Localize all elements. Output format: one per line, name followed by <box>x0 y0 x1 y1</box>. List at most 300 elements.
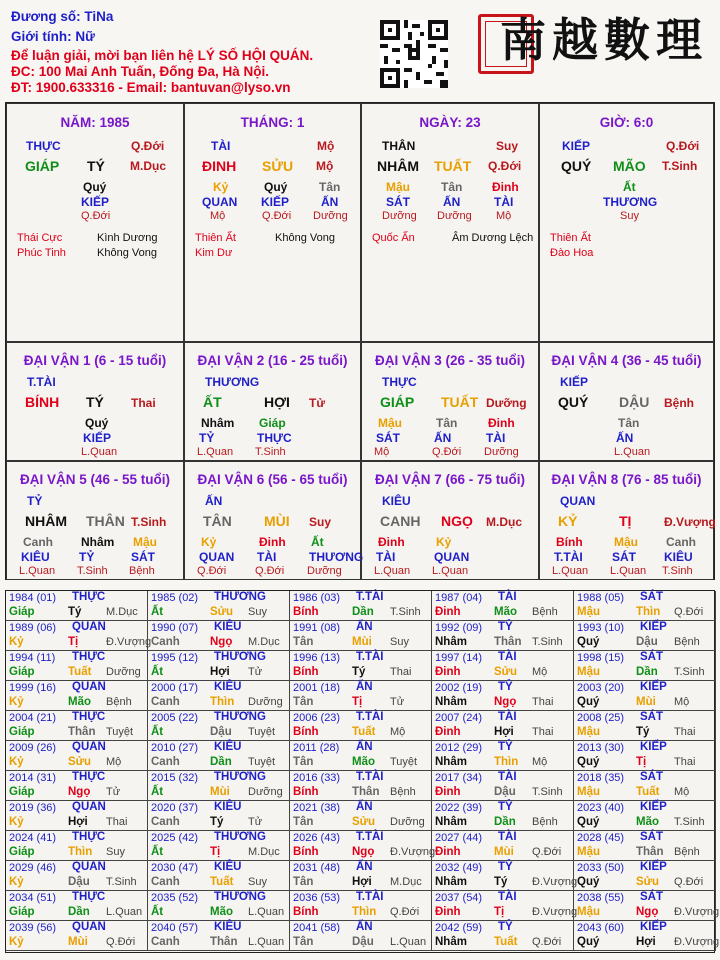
year-phase: T.Sinh <box>390 606 421 618</box>
stem-god: TÀI <box>211 139 231 153</box>
luck-star: M.Dục <box>486 515 522 529</box>
year-cell <box>148 861 290 891</box>
year-label: 1999 (16) <box>9 682 57 694</box>
hidden-stem: Canh <box>23 535 53 549</box>
year-phase: Thai <box>106 816 128 828</box>
year-label: 2034 (51) <box>9 892 57 904</box>
year-stem: Nhâm <box>435 936 467 948</box>
stem-star: Suy <box>496 139 519 153</box>
luck-god: THƯƠNG <box>205 375 260 389</box>
luck-title: ĐẠI VẬN 7 (66 - 75 tuổi) <box>374 472 526 487</box>
luck-branch: TÝ <box>86 394 104 410</box>
hidden-star: Dưỡng <box>382 210 417 222</box>
year-label: 2025 (42) <box>151 832 199 844</box>
year-branch: Tị <box>210 846 221 858</box>
year-label: 2035 (52) <box>151 892 199 904</box>
year-phase: Tuyệt <box>106 726 134 738</box>
heavenly-stem: ĐINH <box>202 158 237 174</box>
year-phase: Đ.Vượng <box>674 906 720 918</box>
year-phase: Tử <box>106 786 121 798</box>
year-branch: Thân <box>636 846 664 858</box>
hidden-star: Dưỡng <box>313 210 348 222</box>
year-branch: Sửu <box>352 816 376 828</box>
year-stem: Mậu <box>577 786 600 798</box>
year-cell <box>574 801 716 831</box>
year-phase: L.Quan <box>106 906 143 918</box>
luck-stem: QUÝ <box>558 394 589 410</box>
year-label: 2007 (24) <box>435 712 483 724</box>
year-label: 1993 (10) <box>577 622 625 634</box>
year-god: KIÊU <box>214 801 242 813</box>
year-stem: Kỷ <box>9 696 24 708</box>
year-stem: Giáp <box>9 666 35 678</box>
year-phase: Đ.Vượng <box>674 936 720 948</box>
year-stem: Canh <box>151 696 180 708</box>
shensha: Không Vong <box>275 232 335 244</box>
hidden-god: ẤN <box>321 195 339 209</box>
hidden-god: TÀI <box>257 550 277 564</box>
year-phase: Tuyệt <box>248 756 276 768</box>
year-phase: Q.Đới <box>390 906 420 918</box>
hidden-star: Dưỡng <box>484 446 519 458</box>
year-phase: Q.Đới <box>532 846 562 858</box>
year-cell <box>432 741 574 771</box>
year-cell <box>6 861 148 891</box>
shensha: Phúc Tinh <box>17 247 66 259</box>
year-phase: Suy <box>390 636 409 648</box>
hidden-star: L.Quan <box>614 446 651 458</box>
year-cell <box>6 921 148 951</box>
hidden-stem: Mậu <box>614 535 638 549</box>
hidden-star: Suy <box>620 210 639 222</box>
hidden-stem: Bính <box>556 535 583 549</box>
year-branch: Mùi <box>636 696 656 708</box>
bazi-chart <box>5 102 715 580</box>
year-stem: Bính <box>293 726 319 738</box>
luck-title: ĐẠI VẬN 5 (46 - 55 tuổi) <box>19 472 171 487</box>
hidden-stem: Nhâm <box>81 535 115 549</box>
hidden-stem: Đinh <box>378 535 405 549</box>
year-label: 2009 (26) <box>9 742 57 754</box>
year-cell <box>290 651 432 681</box>
year-god: ẤN <box>356 621 373 633</box>
year-god: THƯƠNG <box>214 591 266 603</box>
year-god: TỶ <box>498 621 513 633</box>
year-branch: Hợi <box>636 936 656 948</box>
year-cell <box>148 921 290 951</box>
year-phase: T.Sinh <box>106 876 137 888</box>
hidden-stem: Mậu <box>133 535 157 549</box>
luck-branch: THÂN <box>86 513 125 529</box>
luck-pillar <box>361 342 539 461</box>
luck-stem: ẤT <box>203 394 222 410</box>
hidden-stem: Đinh <box>492 180 519 194</box>
hidden-star: Q.Đới <box>255 565 285 577</box>
year-label: 1995 (12) <box>151 652 199 664</box>
year-cell <box>290 801 432 831</box>
year-phase: Thai <box>532 696 554 708</box>
year-god: T.TÀI <box>356 651 384 663</box>
year-god: TÀI <box>498 771 517 783</box>
year-branch: Tị <box>352 696 363 708</box>
shensha: Âm Dương Lệch <box>452 232 534 244</box>
hidden-god: TÀI <box>376 550 396 564</box>
year-phase: Q.Đới <box>674 606 704 618</box>
year-branch: Mão <box>210 906 233 918</box>
year-god: KIÊU <box>214 621 242 633</box>
luck-star: Đ.Vượng <box>664 515 716 529</box>
hidden-star: Mộ <box>210 210 226 222</box>
year-stem: Giáp <box>9 846 35 858</box>
year-cell <box>574 831 716 861</box>
luck-pillar <box>184 342 361 461</box>
luck-star: Dưỡng <box>486 396 527 410</box>
luck-star: Thai <box>131 396 156 410</box>
year-cell <box>290 741 432 771</box>
hidden-stem: Đinh <box>259 535 286 549</box>
year-stem: Đinh <box>435 606 461 618</box>
year-label: 2031 (48) <box>293 862 341 874</box>
year-label: 2003 (20) <box>577 682 625 694</box>
luck-title: ĐẠI VẬN 3 (26 - 35 tuổi) <box>374 353 526 368</box>
luck-god: KIÊU <box>382 494 411 508</box>
year-god: TỶ <box>498 681 513 693</box>
stem-star: Q.Đới <box>131 139 165 153</box>
year-label: 2016 (33) <box>293 772 341 784</box>
branch-star: M.Dục <box>130 159 166 173</box>
year-label: 1989 (06) <box>9 622 57 634</box>
luck-title: ĐẠI VẬN 8 (76 - 85 tuổi) <box>551 472 702 487</box>
luck-god: THỰC <box>382 375 417 389</box>
luck-star: Suy <box>309 515 332 529</box>
year-stem: Kỷ <box>9 936 24 948</box>
year-god: TÀI <box>498 591 517 603</box>
year-cell <box>574 891 720 921</box>
year-phase: Đ.Vượng <box>106 636 152 648</box>
year-stem: Đinh <box>435 906 461 918</box>
year-label: 2026 (43) <box>293 832 341 844</box>
year-phase: Suy <box>248 876 267 888</box>
qr-code-icon[interactable] <box>380 20 448 88</box>
year-phase: Mộ <box>106 756 122 768</box>
heavenly-stem: GIÁP <box>25 158 60 174</box>
hidden-stem: Kỷ <box>201 535 217 549</box>
hidden-god: QUAN <box>199 550 235 564</box>
year-branch: Tý <box>210 816 224 828</box>
pillar-month <box>184 103 361 342</box>
year-cell <box>574 861 716 891</box>
year-god: TÀI <box>498 891 517 903</box>
year-god: TỶ <box>498 801 513 813</box>
year-cell <box>290 861 432 891</box>
year-branch: Sửu <box>210 606 234 618</box>
year-god: THỰC <box>72 771 106 783</box>
year-label: 1985 (02) <box>151 592 199 604</box>
hidden-stem: Tân <box>618 416 640 430</box>
hidden-stem: Quý <box>264 180 288 194</box>
year-stem: Mậu <box>577 726 600 738</box>
year-stem: Quý <box>577 756 600 768</box>
year-cell <box>432 891 578 921</box>
year-stem: Nhâm <box>435 696 467 708</box>
year-cell <box>290 771 432 801</box>
hidden-stem: Kỷ <box>213 180 229 194</box>
year-phase: Q.Đới <box>674 876 704 888</box>
year-god: KIẾP <box>640 741 667 753</box>
year-label: 2011 (28) <box>293 742 340 754</box>
earthly-branch: MÃO <box>613 158 646 174</box>
year-phase: Bệnh <box>532 606 558 618</box>
luck-stem: GIÁP <box>380 394 415 410</box>
hidden-star: Q.Đới <box>197 565 227 577</box>
luck-pillar <box>6 461 184 580</box>
year-phase: Bệnh <box>674 846 700 858</box>
year-stem: Ất <box>151 786 164 798</box>
year-cell <box>148 771 290 801</box>
luck-god: ẤN <box>205 494 223 508</box>
year-god: THƯƠNG <box>214 651 266 663</box>
year-branch: Hợi <box>210 666 230 678</box>
year-cell <box>574 771 716 801</box>
year-stem: Tân <box>293 636 314 648</box>
shensha: Đào Hoa <box>550 247 594 259</box>
year-label: 1990 (07) <box>151 622 199 634</box>
year-stem: Tân <box>293 876 314 888</box>
stem-star: Q.Đới <box>666 139 700 153</box>
year-branch: Dần <box>352 606 374 618</box>
year-god: KIÊU <box>214 861 242 873</box>
shensha: Thiên Ất <box>195 232 236 244</box>
hidden-god: SÁT <box>376 431 400 445</box>
year-branch: Tị <box>68 636 79 648</box>
year-god: TỶ <box>498 861 513 873</box>
year-label: 2006 (23) <box>293 712 341 724</box>
year-stem: Canh <box>151 816 180 828</box>
hidden-god: SÁT <box>386 195 410 209</box>
annual-table <box>5 590 720 953</box>
year-phase: Bệnh <box>390 786 416 798</box>
year-phase: Đ.Vượng <box>532 876 578 888</box>
year-god: TÀI <box>498 831 517 843</box>
year-cell <box>6 651 148 681</box>
year-branch: Hợi <box>352 876 372 888</box>
luck-pillar <box>539 342 714 461</box>
year-god: QUAN <box>72 921 106 933</box>
hidden-stem: Ất <box>623 180 636 194</box>
year-branch: Mùi <box>210 786 230 798</box>
year-cell <box>148 801 290 831</box>
year-stem: Đinh <box>435 846 461 858</box>
year-branch: Sửu <box>494 666 518 678</box>
year-label: 2023 (40) <box>577 802 625 814</box>
year-god: SÁT <box>640 831 663 843</box>
year-god: SÁT <box>640 711 663 723</box>
luck-pillar <box>539 461 714 580</box>
pillar-day <box>361 103 539 342</box>
year-phase: Tử <box>248 816 263 828</box>
luck-branch: HỢI <box>264 394 290 410</box>
year-label: 1984 (01) <box>9 592 57 604</box>
hidden-god: SÁT <box>131 550 155 564</box>
year-label: 2000 (17) <box>151 682 199 694</box>
year-god: THỰC <box>72 891 106 903</box>
year-stem: Quý <box>577 636 600 648</box>
gender: Giới tính: Nữ <box>11 29 95 44</box>
year-phase: Bệnh <box>106 696 132 708</box>
year-cell <box>432 861 578 891</box>
year-phase: Suy <box>106 846 125 858</box>
luck-branch: MÙI <box>264 513 290 529</box>
hidden-star: L.Quan <box>552 565 589 577</box>
year-god: TỶ <box>498 921 513 933</box>
year-cell <box>574 681 716 711</box>
year-god: ẤN <box>356 801 373 813</box>
hidden-god: ẤN <box>616 431 634 445</box>
year-label: 2017 (34) <box>435 772 483 784</box>
year-god: T.TÀI <box>356 711 384 723</box>
year-label: 1991 (08) <box>293 622 341 634</box>
year-branch: Mão <box>68 696 91 708</box>
pillar-title: THÁNG: 1 <box>240 115 305 130</box>
year-stem: Mậu <box>577 846 600 858</box>
year-phase: T.Sinh <box>674 816 705 828</box>
year-branch: Dần <box>68 906 90 918</box>
year-god: THỰC <box>72 591 106 603</box>
hidden-god: TỶ <box>79 550 95 564</box>
year-stem: Giáp <box>9 726 35 738</box>
year-god: T.TÀI <box>356 771 384 783</box>
year-label: 2021 (38) <box>293 802 341 814</box>
year-phase: Bệnh <box>532 816 558 828</box>
year-god: THƯƠNG <box>214 711 266 723</box>
year-phase: M.Dục <box>248 636 280 648</box>
year-branch: Tý <box>636 726 650 738</box>
year-branch: Ngọ <box>68 786 91 798</box>
year-branch: Sửu <box>636 876 660 888</box>
year-stem: Ất <box>151 906 164 918</box>
year-god: ẤN <box>356 741 373 753</box>
year-god: TÀI <box>498 711 517 723</box>
hidden-god: THƯƠNG <box>603 195 658 209</box>
header <box>0 0 720 100</box>
year-cell <box>432 831 574 861</box>
year-stem: Nhâm <box>435 756 467 768</box>
year-branch: Thân <box>68 726 96 738</box>
year-phase: T.Sinh <box>532 636 563 648</box>
pillar-title: NGÀY: 23 <box>419 115 481 130</box>
year-cell <box>290 921 432 951</box>
year-god: SÁT <box>640 771 663 783</box>
hidden-god: THỰC <box>257 431 292 445</box>
year-god: KIẾP <box>640 801 667 813</box>
year-god: THỰC <box>72 711 106 723</box>
hidden-stem: Quý <box>83 180 107 194</box>
year-cell <box>148 831 290 861</box>
year-branch: Tuất <box>494 936 518 948</box>
year-label: 2001 (18) <box>293 682 341 694</box>
year-label: 2005 (22) <box>151 712 199 724</box>
year-god: THƯƠNG <box>214 891 266 903</box>
year-stem: Tân <box>293 936 314 948</box>
luck-stem: TÂN <box>203 513 232 529</box>
year-phase: Đ.Vượng <box>390 846 436 858</box>
year-cell <box>6 591 148 621</box>
branch-star: Mộ <box>316 159 334 173</box>
year-branch: Tý <box>494 876 508 888</box>
year-god: ẤN <box>356 921 373 933</box>
year-label: 2019 (36) <box>9 802 57 814</box>
luck-star: T.Sinh <box>131 515 167 529</box>
year-stem: Tân <box>293 756 314 768</box>
year-god: TÀI <box>498 651 517 663</box>
year-stem: Bính <box>293 906 319 918</box>
shensha: Kim Dư <box>195 247 233 259</box>
year-cell <box>432 591 574 621</box>
year-god: QUAN <box>72 801 106 813</box>
year-stem: Canh <box>151 756 180 768</box>
year-branch: Dậu <box>494 786 516 798</box>
shensha: Thái Cực <box>17 232 63 244</box>
year-label: 2022 (39) <box>435 802 483 814</box>
hidden-stem: Quý <box>85 416 109 430</box>
year-cell <box>432 621 574 651</box>
year-label: 2002 (19) <box>435 682 483 694</box>
year-cell <box>574 741 716 771</box>
hidden-stem: Giáp <box>259 416 286 430</box>
year-label: 2012 (29) <box>435 742 483 754</box>
year-branch: Hợi <box>494 726 514 738</box>
year-cell <box>6 681 148 711</box>
year-cell <box>574 621 716 651</box>
year-god: KIÊU <box>214 921 242 933</box>
year-cell <box>290 711 432 741</box>
year-branch: Ngọ <box>494 696 517 708</box>
year-god: KIẾP <box>640 621 667 633</box>
year-phase: Bệnh <box>674 636 700 648</box>
year-stem: Nhâm <box>435 816 467 828</box>
year-cell <box>148 711 290 741</box>
year-god: SÁT <box>640 891 663 903</box>
year-label: 2033 (50) <box>577 862 625 874</box>
year-cell <box>6 771 148 801</box>
year-label: 1996 (13) <box>293 652 341 664</box>
year-phase: Mộ <box>532 666 548 678</box>
year-phase: Tuyệt <box>390 756 418 768</box>
hidden-stem: Đinh <box>488 416 515 430</box>
luck-god: KIẾP <box>560 375 589 389</box>
year-god: THƯƠNG <box>214 831 266 843</box>
year-phase: Q.Đới <box>532 936 562 948</box>
year-branch: Dậu <box>68 876 90 888</box>
year-cell <box>432 711 574 741</box>
year-branch: Ngọ <box>636 906 659 918</box>
year-phase: Thai <box>390 666 412 678</box>
year-phase: L.Quan <box>390 936 427 948</box>
year-branch: Thân <box>494 636 522 648</box>
year-stem: Quý <box>577 876 600 888</box>
hidden-star: L.Quan <box>19 565 56 577</box>
year-stem: Mậu <box>577 666 600 678</box>
hidden-god: KIÊU <box>664 550 693 564</box>
luck-branch: TUẤT <box>441 394 479 410</box>
hidden-stem: Tân <box>436 416 458 430</box>
year-stem: Đinh <box>435 666 461 678</box>
year-god: ẤN <box>356 861 373 873</box>
year-branch: Tuất <box>352 726 376 738</box>
year-label: 1997 (14) <box>435 652 483 664</box>
year-god: THỰC <box>72 831 106 843</box>
year-branch: Dần <box>494 816 516 828</box>
